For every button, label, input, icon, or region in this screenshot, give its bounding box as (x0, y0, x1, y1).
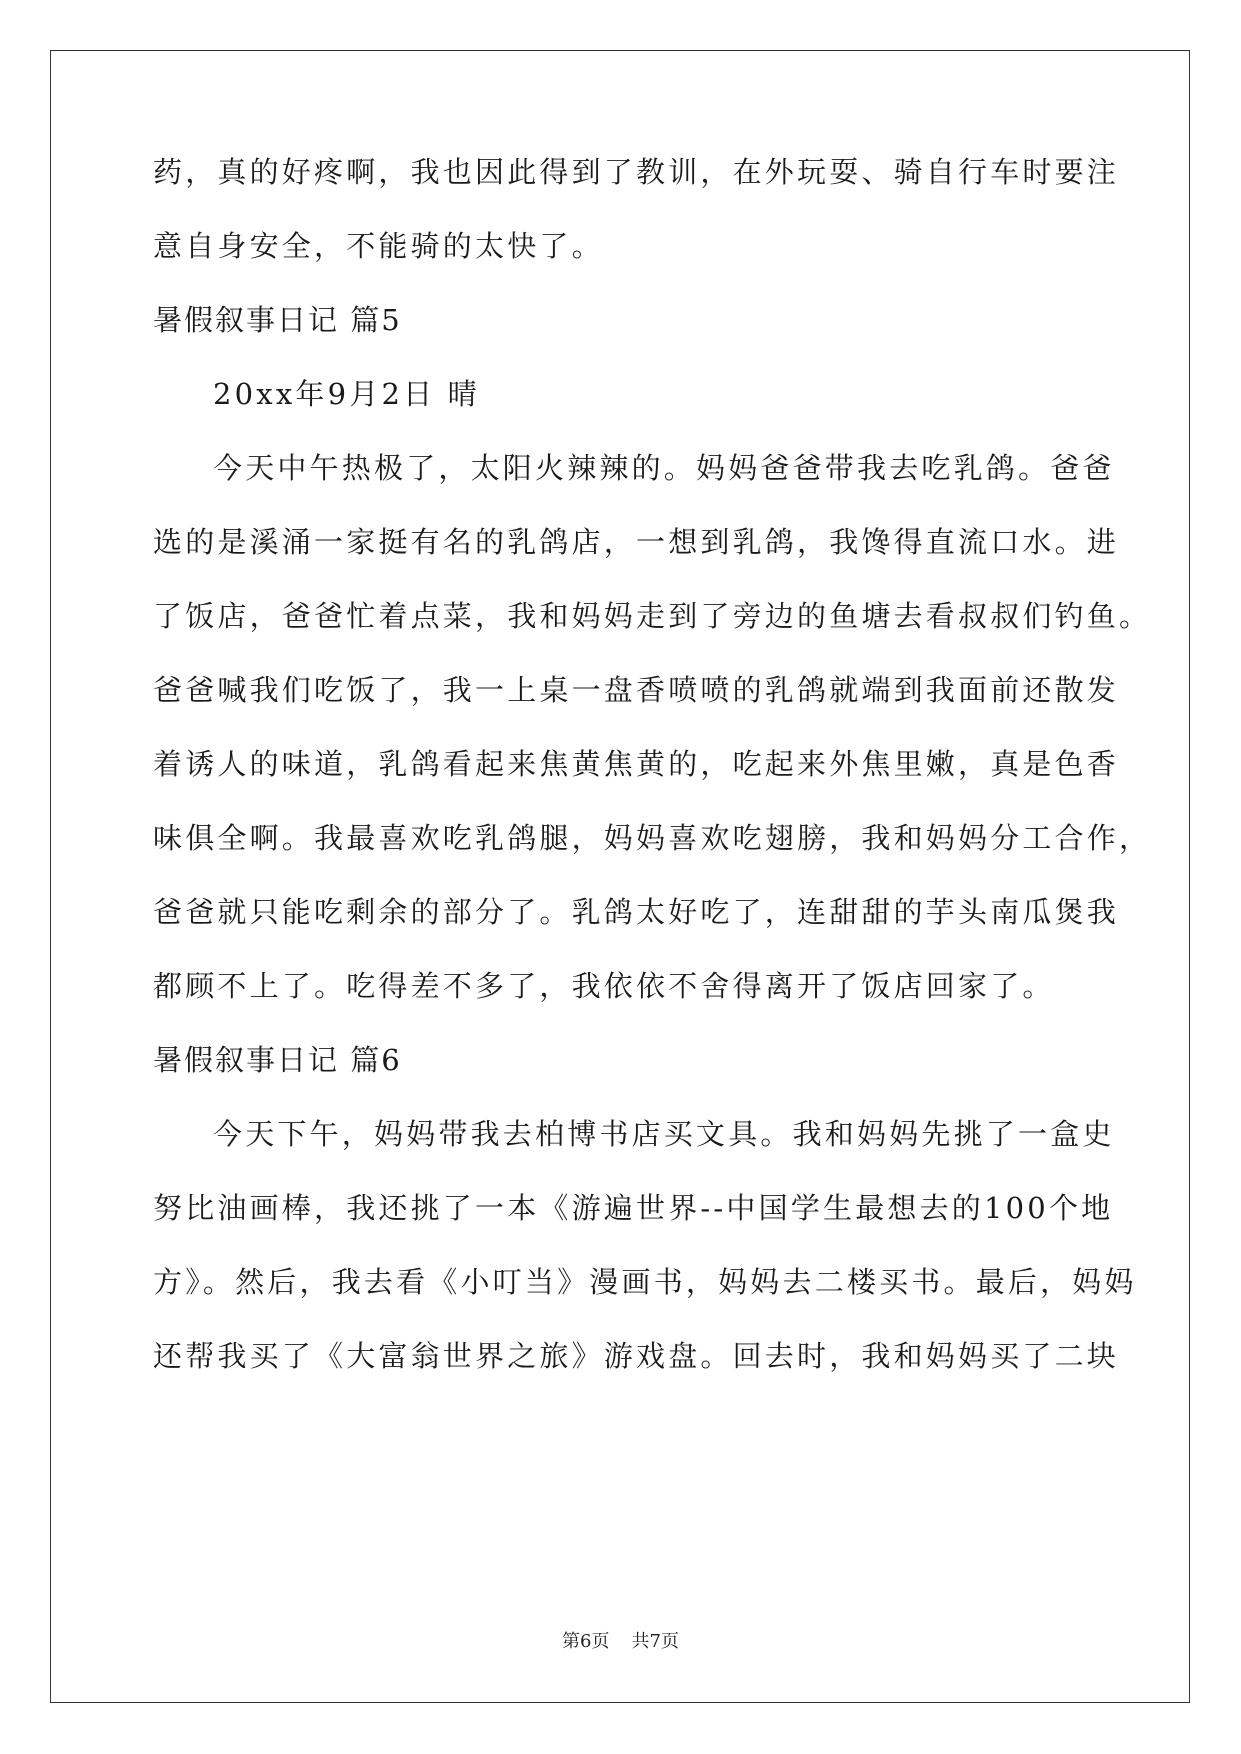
paragraph-line: 今天中午热极了，太阳火辣辣的。妈妈爸爸带我去吃乳鸽。爸爸 (213, 451, 1115, 485)
paragraph-line: 了饭店，爸爸忙着点菜，我和妈妈走到了旁边的鱼塘去看叔叔们钓鱼。 (153, 599, 1152, 633)
paragraph-line: 都顾不上了。吃得差不多了，我依依不舍得离开了饭店回家了。 (153, 969, 1055, 1003)
paragraph-line: 爸爸就只能吃剩余的部分了。乳鸽太好吃了，连甜甜的芋头南瓜煲我 (153, 895, 1120, 929)
paragraph-line: 爸爸喊我们吃饭了，我一上桌一盘香喷喷的乳鸽就端到我面前还散发 (153, 673, 1120, 707)
diary-date-line: 20xx年9月2日 晴 (213, 377, 480, 411)
section-heading: 暑假叙事日记 篇6 (153, 1043, 402, 1077)
page-number: 第6页 (562, 1631, 610, 1652)
paragraph-line: 选的是溪涌一家挺有名的乳鸽店，一想到乳鸽，我馋得直流口水。进 (153, 525, 1120, 559)
paragraph-line: 方》。然后，我去看《小叮当》漫画书，妈妈去二楼买书。最后，妈妈 (153, 1265, 1137, 1299)
paragraph-line: 药，真的好疼啊，我也因此得到了教训，在外玩耍、骑自行车时要注 (153, 155, 1120, 189)
total-pages: 共7页 (631, 1631, 679, 1652)
paragraph-line: 味俱全啊。我最喜欢吃乳鸽腿，妈妈喜欢吃翅膀，我和妈妈分工合作， (153, 821, 1152, 855)
paragraph-line: 意自身安全，不能骑的太快了。 (153, 229, 604, 263)
page-border (50, 50, 1190, 1703)
page-footer (0, 1630, 1241, 1654)
paragraph-line: 今天下午，妈妈带我去柏博书店买文具。我和妈妈先挑了一盒史 (213, 1117, 1115, 1151)
paragraph-line: 还帮我买了《大富翁世界之旅》游戏盘。回去时，我和妈妈买了二块 (153, 1339, 1120, 1373)
paragraph-line: 着诱人的味道，乳鸽看起来焦黄焦黄的，吃起来外焦里嫩，真是色香 (153, 747, 1120, 781)
paragraph-line: 努比油画棒，我还挑了一本《游遍世界--中国学生最想去的100个地 (153, 1191, 1114, 1225)
section-heading: 暑假叙事日记 篇5 (153, 303, 402, 337)
